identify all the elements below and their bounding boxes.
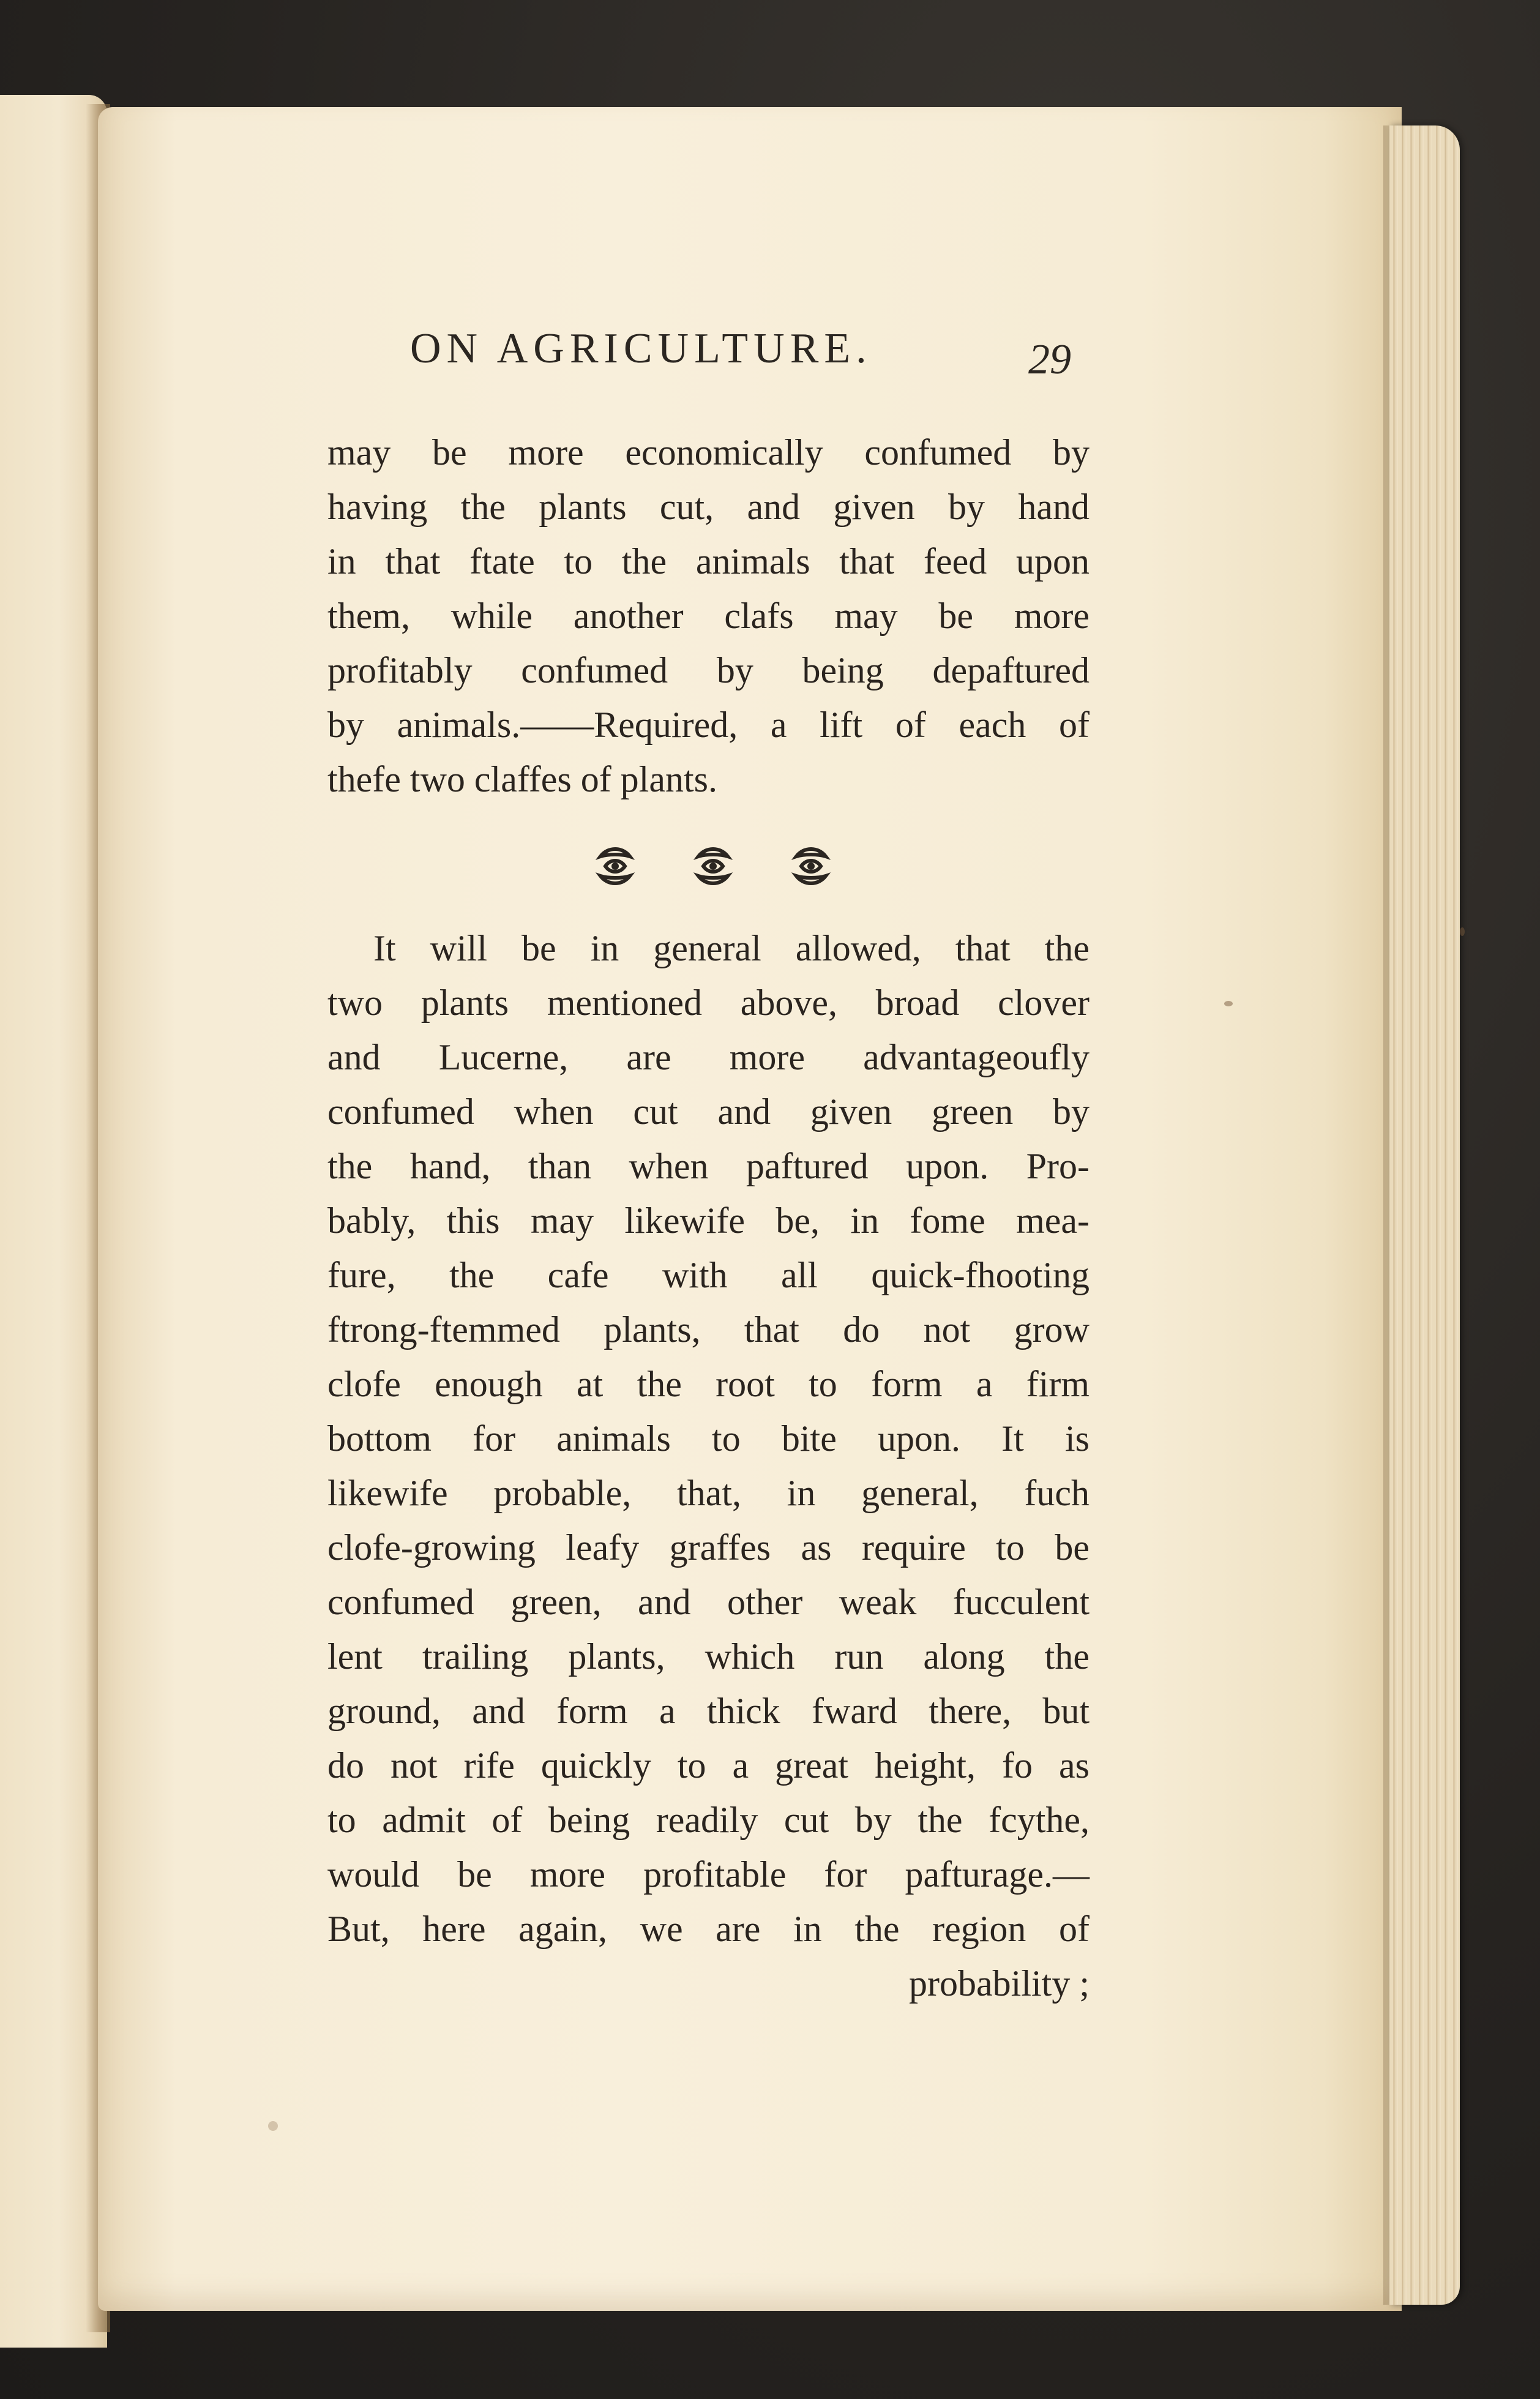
text-line: clofe-growing leafy graffes as require to be <box>327 1527 1090 1568</box>
text-line: two plants mentioned above, broad clover <box>327 982 1090 1023</box>
text-line: clofe enough at the root to form a firm <box>327 1364 1090 1404</box>
page-edges <box>1389 125 1460 2305</box>
text-line: and Lucerne, are more advantageoufly <box>327 1037 1090 1077</box>
text-line: thefe two claffes of plants. <box>327 759 718 799</box>
text-line: may be more economically confumed by <box>327 432 1090 473</box>
text-line: bably, this may likewife be, in fome mea- <box>327 1200 1090 1241</box>
text-line: confumed green, and other weak fucculent <box>327 1582 1090 1622</box>
paragraph-2 <box>327 921 1090 2011</box>
text-line: the hand, than when paftured upon. Pro- <box>327 1146 1090 1186</box>
text-line: fure, the cafe with all quick-fhooting <box>327 1255 1090 1295</box>
section-ornament <box>591 842 835 897</box>
text-line: to admit of being readily cut by the fcythe, <box>327 1800 1090 1840</box>
paragraph-1 <box>327 425 1090 807</box>
text-line: It will be in general allowed, that the <box>373 928 1090 968</box>
page-number: 29 <box>1028 336 1071 383</box>
text-line: lent trailing plants, which run along the <box>327 1636 1090 1677</box>
text-line: by animals.——Required, a lift of each of <box>327 705 1090 745</box>
text-line: having the plants cut, and given by hand <box>327 487 1090 527</box>
text-line: likewife probable, that, in general, fuch <box>327 1473 1090 1513</box>
text-line: them, while another clafs may be more <box>327 596 1090 636</box>
text-line: But, here again, we are in the region of <box>327 1909 1090 1949</box>
text-line: ftrong-ftemmed plants, that do not grow <box>327 1309 1090 1350</box>
paper-speck <box>268 2121 278 2131</box>
paper-speck <box>1460 927 1465 936</box>
fleuron-ornament-icon <box>591 842 640 891</box>
text-line: would be more profitable for pafturage.— <box>327 1854 1090 1895</box>
text-line: bottom for animals to bite upon. It is <box>327 1418 1090 1459</box>
text-line: profitably confumed by being depaftured <box>327 650 1090 691</box>
paper-speck <box>1224 1001 1233 1006</box>
text-line: do not rife quickly to a great height, fo as <box>327 1745 1090 1786</box>
text-line: confumed when cut and given green by <box>327 1091 1090 1132</box>
running-head-title: ON AGRICULTURE. <box>410 325 872 372</box>
catchword: probability ; <box>909 1963 1090 2004</box>
text-line: ground, and form a thick fward there, but <box>327 1691 1090 1731</box>
fleuron-ornament-icon <box>787 842 835 891</box>
fleuron-ornament-icon <box>689 842 738 891</box>
text-line: in that ftate to the animals that feed upon <box>327 541 1090 582</box>
